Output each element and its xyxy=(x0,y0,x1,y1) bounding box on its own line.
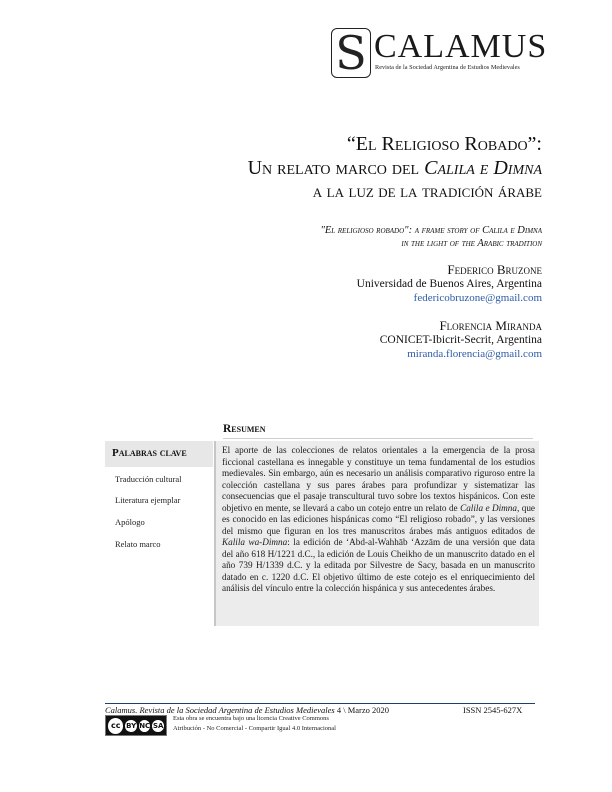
keyword-item: Traducción cultural xyxy=(115,474,182,484)
sharealike-icon: SA xyxy=(152,721,164,730)
author-2-email[interactable]: miranda.florencia@gmail.com xyxy=(407,348,542,360)
abstract-text-segment: El aporte de las colecciones de relatos orientales a la emergencia de la prosa ficcional castellana es innegable y constituye un tema fundamental de los estudios medievales. Sin embargo, aún es necesario un análisis comparativo riguroso entre la colección castellana y sus pares árabes para profundizar y sistematizar las consecuencias que el pasaje transcultural tuvo sobre los textos hispánicos. Con este objetivo en mente, se llevará a cabo un cotejo entre un relato de xyxy=(222,445,535,513)
abstract-text-segment: , que es conocido en las ediciones hispánicas como “El religioso robado”, y las versiones del mismo que figuran en los tres manuscritos árabes más antiguos editados de xyxy=(222,502,535,536)
author-1-name: Federico Bruzone xyxy=(447,262,542,277)
title-line-2-work: Calila e Dimna xyxy=(424,157,542,179)
cc-icon: cc xyxy=(108,718,123,734)
title-line-2-prefix: Un relato marco del xyxy=(247,157,425,179)
author-2-name: Florencia Miranda xyxy=(439,318,542,333)
author-2-affiliation: CONICET-Ibicrit-Secrit, Argentina xyxy=(379,334,542,346)
abstract-heading: Resumen xyxy=(223,423,266,435)
keyword-item: Relato marco xyxy=(115,539,161,549)
keyword-item: Literatura ejemplar xyxy=(115,495,181,505)
footer-issue: 4 \ Marzo 2020 xyxy=(334,705,389,715)
english-title-line-1: "El religioso robado": a frame story of Calila e Dimna xyxy=(320,225,542,236)
english-title-line-2: in the light of the Arabic tradition xyxy=(401,238,542,249)
abstract-divider xyxy=(223,438,533,439)
noncommercial-icon: NC xyxy=(139,721,151,730)
abstract-work-title: Calila e Dimna xyxy=(460,502,517,513)
attribution-icon: BY xyxy=(126,721,137,730)
journal-logo-wordmark: CALAMUS xyxy=(374,28,548,65)
keyword-item: Apólogo xyxy=(115,517,145,527)
article-title-line-1: “El Religioso Robado”: xyxy=(346,133,542,155)
article-title-line-3: a la luz de la tradición árabe xyxy=(312,181,542,201)
footer-journal-citation xyxy=(105,705,389,715)
author-1-affiliation: Universidad de Buenos Aires, Argentina xyxy=(356,278,542,290)
abstract-box xyxy=(214,441,539,626)
journal-logo-tagline: Revista de la Sociedad Argentina de Estudios Medievales xyxy=(375,64,520,71)
footer-journal-title: Calamus. Revista de la Sociedad Argentina de Estudios Medievales xyxy=(105,705,335,715)
abstract-text-segment: : la edición de ʻAbd-al-Wahhāb ʻAzzām de una versión que data del año 618 H/1221 d.C., la edición de Louis Cheikho de un manuscrito datado en el año 739 H/1339 d.C. y la editada por Silvestre de Sacy, basada en un manuscrito datado en c. 1220 d.C. El objetivo último de este cotejo es el enriquecimiento del análisis del vínculo entre la colección hispánica y sus antecedentes árabes. xyxy=(222,537,536,593)
abstract-body xyxy=(222,445,535,595)
author-1-email[interactable]: federicobruzone@gmail.com xyxy=(413,292,542,304)
journal-logo-mark: S xyxy=(331,28,371,78)
keywords-heading: Palabras clave xyxy=(112,447,187,459)
license-line-2: Atribución - No Comercial - Compartir Igual 4.0 Internacional xyxy=(173,725,336,732)
abstract-work-title: Kalila wa-Dimna xyxy=(222,537,288,547)
footer-issn: ISSN 2545-627X xyxy=(463,705,523,715)
license-line-1: Esta obra se encuentra bajo una licencia Creative Commons xyxy=(173,715,329,722)
footer-divider xyxy=(105,703,535,704)
creative-commons-badge[interactable] xyxy=(105,715,167,736)
article-title-line-2 xyxy=(248,156,542,180)
